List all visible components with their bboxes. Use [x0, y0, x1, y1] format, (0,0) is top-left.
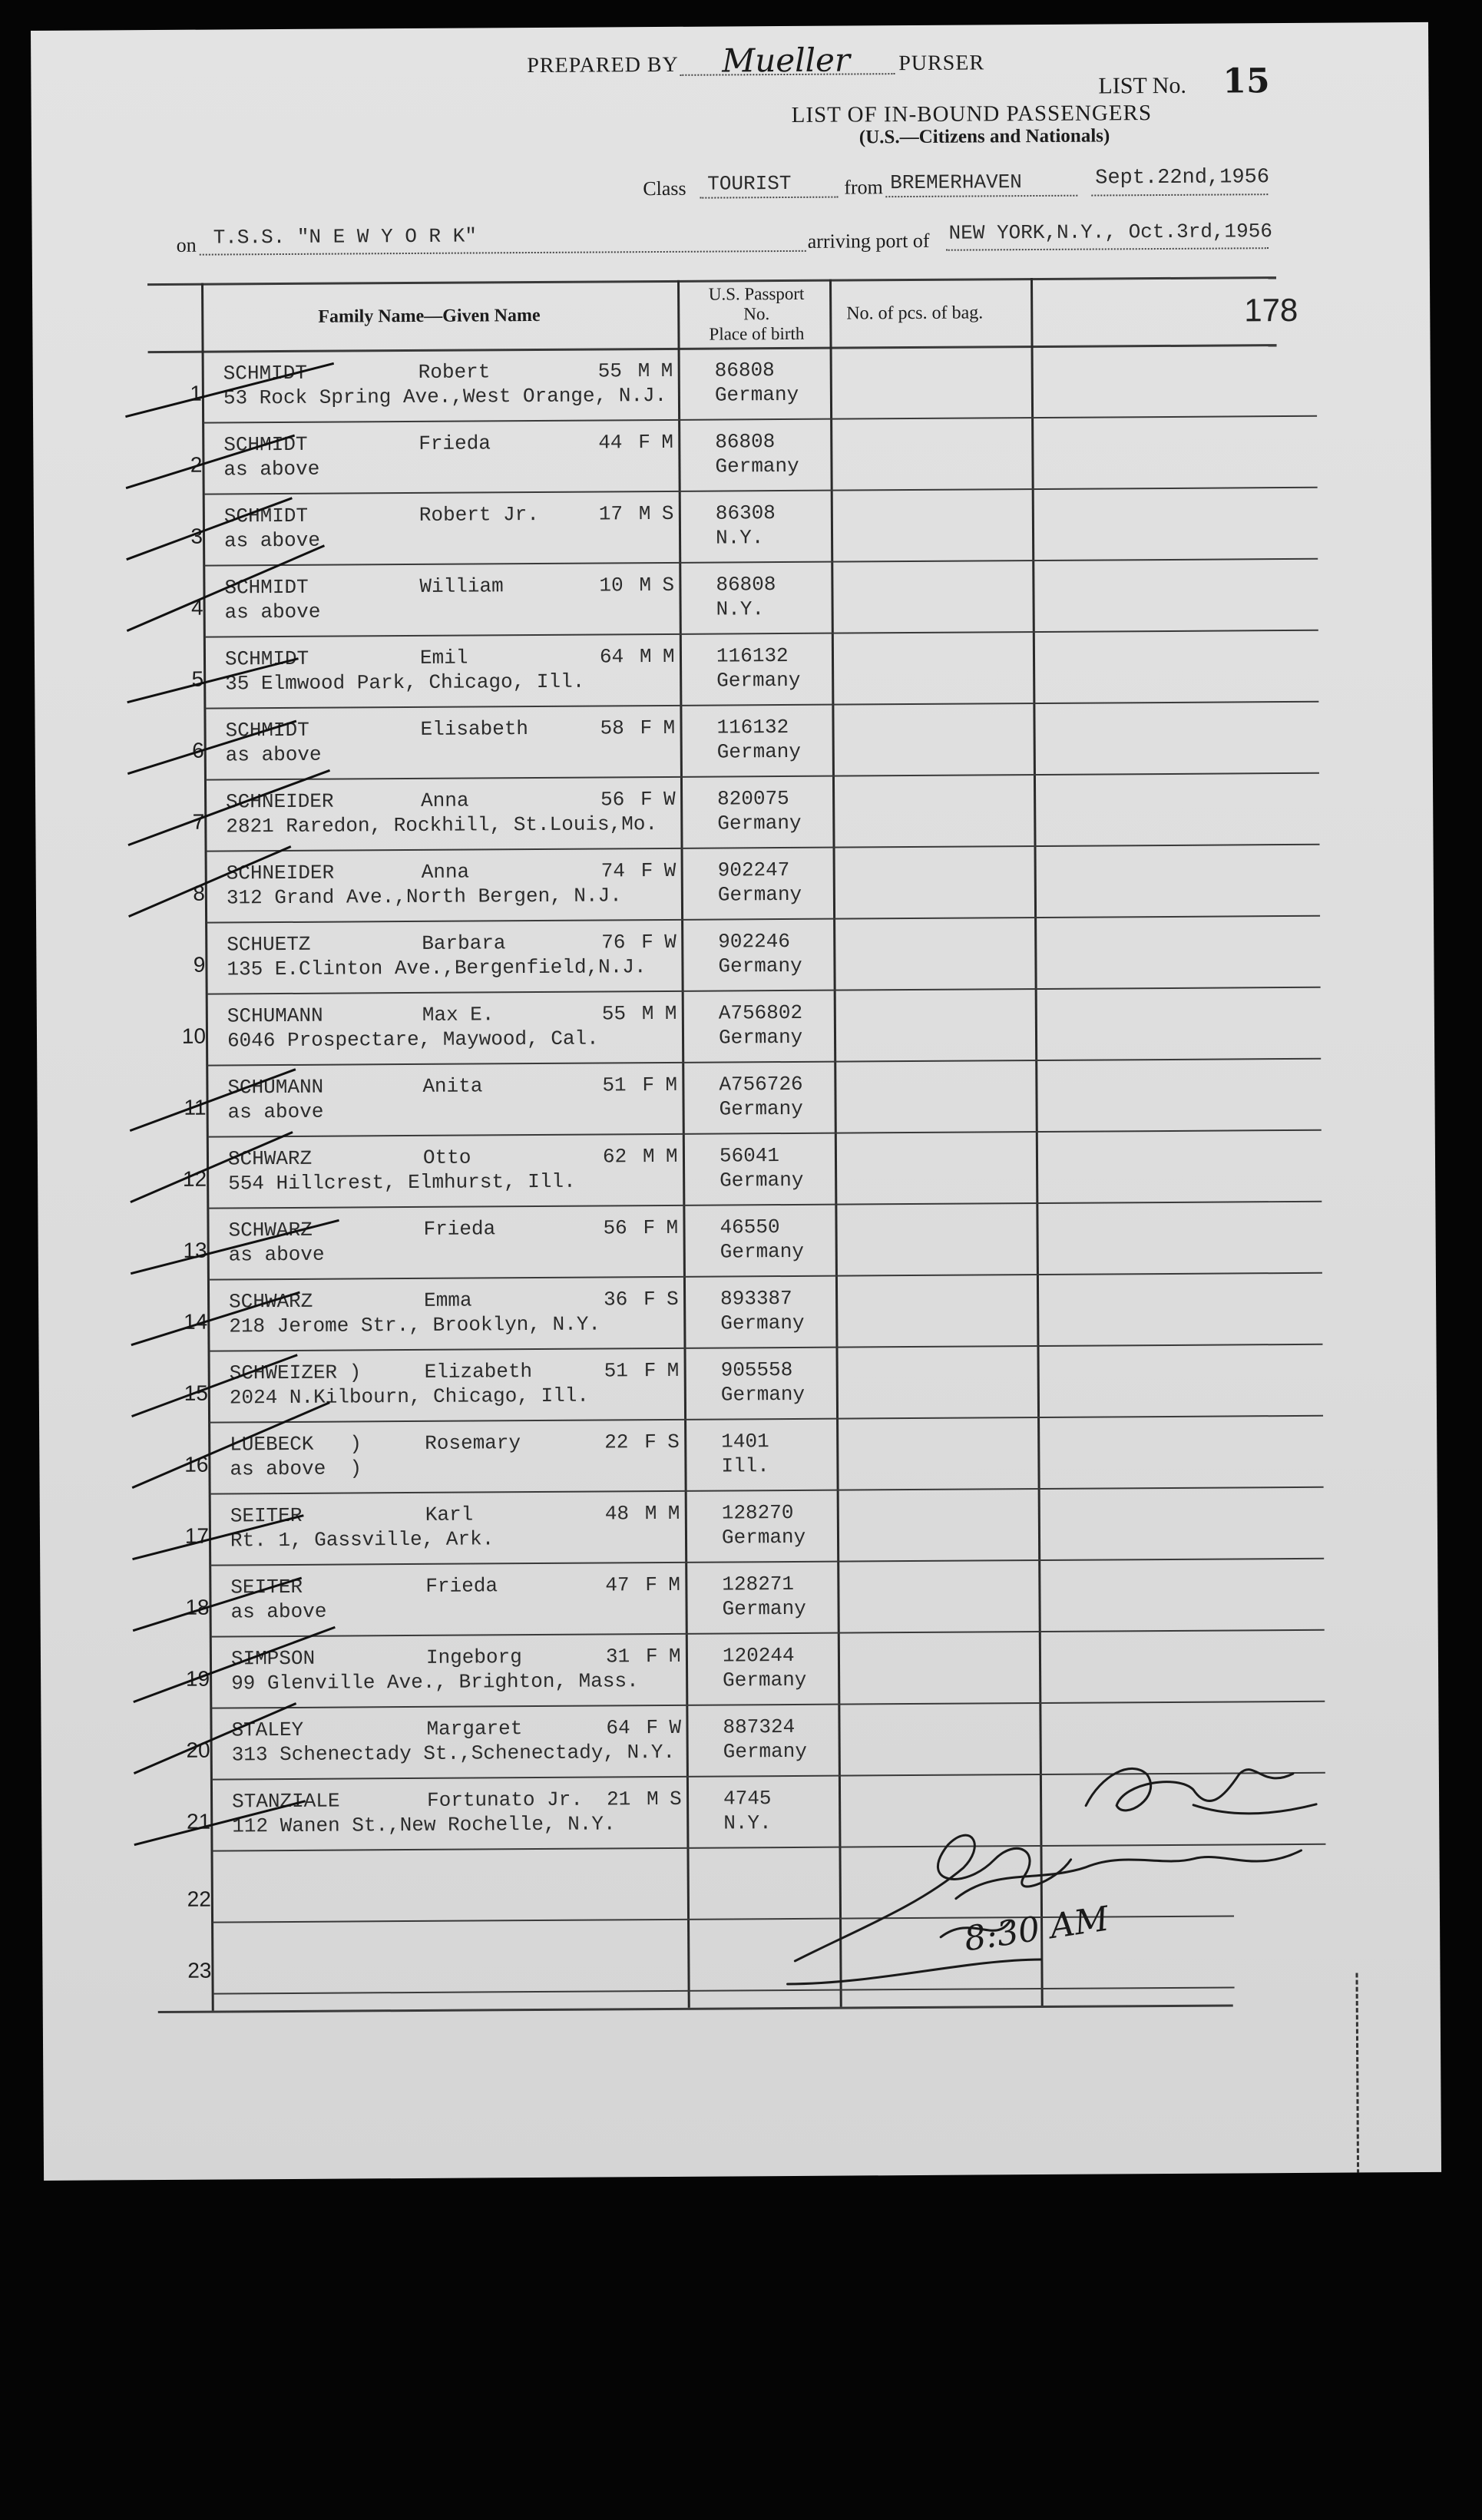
sex: M	[646, 1787, 659, 1811]
given-name: Emma	[424, 1288, 472, 1312]
passport-number: 86808	[714, 359, 775, 382]
sex: M	[639, 645, 652, 669]
address: 312 Grand Ave.,North Bergen, N.J.	[226, 884, 622, 910]
age: 51	[604, 1359, 628, 1383]
given-name: Ingeborg	[425, 1645, 522, 1669]
prepared-by-label: PREPARED BY	[527, 52, 679, 78]
row-number: 4	[190, 595, 203, 620]
address: Rt. 1, Gassville, Ark.	[230, 1527, 495, 1553]
place-of-birth: N.Y.	[723, 1811, 772, 1835]
date-value: Sept.22nd,1956	[1095, 166, 1270, 190]
age: 56	[600, 788, 625, 812]
sex: M	[644, 1502, 657, 1526]
col-header-passport-2: No.	[743, 304, 770, 324]
family-name: SCHMIDT	[224, 575, 309, 600]
address: 554 Hillcrest, Elmhurst, Ill.	[228, 1169, 576, 1196]
family-name: SCHWEIZER )	[229, 1361, 362, 1385]
sex: F	[640, 859, 653, 883]
sex: F	[640, 788, 653, 812]
place-of-birth: Germany	[720, 1382, 806, 1407]
age: 22	[604, 1430, 629, 1454]
row-number: 16	[184, 1452, 209, 1477]
row-number: 10	[181, 1024, 207, 1048]
page-number: 178	[1244, 291, 1298, 329]
passport-number: 116132	[716, 715, 789, 739]
address: as above	[224, 600, 321, 624]
sex: M	[642, 1145, 655, 1169]
age: 51	[602, 1073, 627, 1097]
row-rule	[210, 1558, 1324, 1566]
family-name: STANZIALE	[232, 1789, 340, 1814]
col-header-passport-3: Place of birth	[709, 323, 805, 344]
list-no-value: 15	[1222, 61, 1270, 101]
sex: M	[639, 574, 652, 597]
place-of-birth: Germany	[723, 1739, 808, 1764]
passport-number: 86308	[715, 501, 776, 525]
place-of-birth: N.Y.	[716, 597, 765, 621]
given-name: Robert Jr.	[418, 502, 539, 527]
row-rule	[210, 1487, 1324, 1495]
marital-status: M	[663, 716, 676, 739]
place-of-birth: Germany	[716, 668, 801, 693]
ship-line	[200, 250, 806, 256]
age: 55	[601, 1002, 627, 1026]
marital-status: M	[661, 430, 673, 454]
sex: F	[640, 716, 653, 740]
passport-number: 905558	[720, 1358, 793, 1382]
address: 2821 Raredon, Rockhill, St.Louis,Mo.	[226, 812, 658, 838]
address: as above	[225, 742, 322, 767]
family-name: SCHMIDT	[225, 718, 309, 742]
family-name: SCHMIDT	[223, 504, 309, 528]
officer-signatures	[763, 1728, 1349, 2054]
given-name: Margaret	[426, 1717, 523, 1741]
family-name: SCHUETZ	[227, 932, 311, 957]
col-header-passport-1: U.S. Passport	[708, 283, 805, 304]
row-rule	[205, 630, 1318, 638]
marital-status: M	[665, 1144, 678, 1168]
row-number: 17	[184, 1523, 210, 1548]
row-number: 1	[190, 381, 202, 405]
given-name: Robert	[418, 360, 491, 384]
sex: F	[643, 1359, 657, 1383]
sex: M	[637, 359, 650, 383]
row-number: 15	[184, 1381, 208, 1405]
row-number: 18	[185, 1595, 210, 1619]
row-rule	[207, 1058, 1321, 1067]
place-of-birth: Germany	[718, 954, 802, 978]
marital-status: M	[665, 1073, 678, 1096]
row-number: 11	[184, 1095, 207, 1119]
row-rule	[210, 1344, 1323, 1352]
row-number: 19	[185, 1666, 210, 1691]
row-number: 14	[184, 1309, 208, 1334]
row-rule	[203, 415, 1317, 424]
class-line	[700, 197, 838, 199]
address: 112 Wanen St.,New Rochelle, N.Y.	[232, 1812, 616, 1838]
prepared-by-signature: Mueller	[722, 41, 851, 80]
sex: F	[643, 1288, 656, 1311]
passport-number: A756726	[719, 1072, 803, 1096]
list-subtitle: (U.S.—Citizens and Nationals)	[858, 125, 1110, 148]
row-rule	[208, 1129, 1322, 1138]
place-of-birth: Germany	[716, 739, 802, 764]
passport-number: 902247	[717, 858, 790, 882]
given-name: Frieda	[425, 1574, 498, 1598]
age: 48	[604, 1502, 630, 1526]
col-divider-name	[677, 280, 690, 2008]
on-label: on	[176, 233, 197, 256]
family-name: SCHWARZ	[227, 1146, 313, 1171]
passport-number: 1401	[721, 1430, 769, 1453]
list-title: LIST OF IN-BOUND PASSENGERS	[791, 101, 1153, 127]
row-rule	[210, 1415, 1323, 1424]
marital-status: M	[668, 1644, 681, 1668]
address: as above	[227, 1100, 324, 1124]
family-name: SCHNEIDER	[226, 861, 335, 885]
passport-number: 4745	[723, 1787, 772, 1811]
row-number: 23	[187, 1958, 212, 1983]
row-number: 8	[193, 881, 205, 905]
sex: F	[646, 1716, 659, 1740]
edge-mark	[1355, 1973, 1359, 2180]
sex: F	[644, 1430, 657, 1454]
place-of-birth: Germany	[723, 1668, 807, 1692]
sex: F	[642, 1073, 655, 1097]
sex: F	[643, 1216, 656, 1240]
marital-status: S	[662, 573, 675, 597]
row-rule	[207, 987, 1321, 995]
from-value: BREMERHAVEN	[890, 170, 1022, 195]
family-name: SCHNEIDER	[226, 789, 334, 814]
marital-status: M	[660, 359, 673, 382]
given-name: Barbara	[422, 931, 506, 955]
given-name: Frieda	[418, 432, 491, 455]
marital-status: W	[669, 1715, 682, 1739]
row-number: 20	[186, 1738, 210, 1762]
given-name: Karl	[425, 1503, 474, 1526]
passport-number: 887324	[723, 1715, 796, 1739]
given-name: Fortunato Jr.	[426, 1787, 584, 1812]
row-number: 12	[182, 1166, 207, 1191]
row-rule	[208, 1201, 1322, 1209]
sex: M	[638, 502, 651, 526]
given-name: Rosemary	[425, 1431, 521, 1455]
marital-status: M	[662, 644, 675, 668]
given-name: Anna	[421, 789, 469, 812]
place-of-birth: Germany	[722, 1596, 806, 1621]
marital-status: W	[663, 787, 676, 811]
passport-number: 893387	[720, 1286, 792, 1311]
row-rule	[204, 558, 1318, 567]
row-number: 2	[190, 452, 203, 477]
sex: F	[645, 1573, 658, 1597]
ship-value: T.S.S. "N E W Y O R K"	[213, 224, 478, 250]
address: as above	[228, 1242, 325, 1267]
given-name: Emil	[419, 646, 468, 670]
place-of-birth: Germany	[719, 1239, 805, 1264]
marital-status: W	[663, 858, 676, 882]
passport-number: 116132	[716, 643, 789, 668]
address: 313 Schenectady St.,Schenectady, N.Y.	[231, 1740, 676, 1767]
address: 2024 N.Kilbourn, Chicago, Ill.	[229, 1384, 590, 1410]
age: 58	[600, 716, 624, 740]
sex: F	[645, 1645, 658, 1668]
age: 55	[597, 359, 623, 383]
family-name: STALEY	[231, 1718, 304, 1742]
time-note: 8:30 AM	[961, 1899, 1112, 1959]
marital-status: M	[664, 1001, 677, 1025]
marital-status: S	[661, 501, 674, 525]
age: 36	[604, 1288, 628, 1311]
place-of-birth: Germany	[715, 454, 799, 478]
age: 31	[605, 1645, 630, 1668]
manifest-page	[31, 22, 1441, 2181]
place-of-birth: N.Y.	[715, 526, 764, 550]
given-name: Anna	[421, 860, 470, 884]
age: 64	[599, 645, 624, 669]
row-number: 13	[183, 1238, 207, 1262]
marital-status: M	[668, 1573, 681, 1596]
sex: F	[641, 931, 653, 954]
place-of-birth: Germany	[719, 1168, 804, 1192]
passport-number: 820075	[717, 786, 789, 811]
passport-number: 120244	[722, 1643, 795, 1668]
marital-status: W	[664, 930, 676, 954]
col-header-name: Family Name—Given Name	[318, 305, 541, 327]
family-name: SIMPSON	[230, 1646, 316, 1671]
age: 74	[600, 859, 626, 883]
family-name: SEITER	[230, 1575, 303, 1599]
row-number: 6	[192, 738, 204, 762]
marital-status: M	[667, 1358, 680, 1382]
row-rule	[211, 1701, 1325, 1709]
passport-number: 902246	[718, 929, 790, 954]
row-number: 3	[190, 524, 203, 548]
marital-status: S	[667, 1430, 680, 1453]
family-name: SCHWARZ	[228, 1218, 313, 1242]
given-name: Max E.	[422, 1003, 495, 1027]
marital-status: M	[667, 1501, 680, 1525]
date-line	[1091, 193, 1268, 196]
arriving-line	[946, 247, 1269, 251]
marital-status: M	[666, 1215, 679, 1239]
place-of-birth: Germany	[717, 811, 802, 835]
row-number: 22	[187, 1887, 211, 1911]
place-of-birth: Germany	[720, 1311, 805, 1335]
family-name: SCHUMANN	[227, 1075, 324, 1100]
passport-number: A756802	[718, 1000, 803, 1025]
age: 62	[602, 1145, 627, 1169]
row-rule	[207, 915, 1320, 924]
passport-number: 56041	[719, 1144, 780, 1168]
row-rule	[207, 844, 1320, 852]
passport-number: 128271	[722, 1572, 795, 1596]
class-value: TOURIST	[707, 171, 792, 196]
place-of-birth: Germany	[714, 382, 799, 407]
marital-status: S	[669, 1787, 682, 1811]
marital-status: S	[667, 1287, 679, 1311]
passport-number: 86808	[716, 573, 776, 597]
row-rule	[211, 1629, 1325, 1638]
row-number: 7	[192, 809, 205, 834]
place-of-birth: Germany	[719, 1096, 803, 1121]
row-rule	[209, 1272, 1322, 1281]
family-name: SCHUMANN	[227, 1004, 323, 1028]
address: 218 Jerome Str., Brooklyn, N.Y.	[229, 1312, 601, 1338]
age: 76	[601, 931, 626, 954]
row-rule	[205, 701, 1318, 709]
family-name: SCHMIDT	[224, 647, 309, 671]
given-name: Anita	[422, 1074, 483, 1098]
row-number: 5	[191, 666, 204, 691]
given-name: Otto	[422, 1146, 471, 1169]
sex: M	[641, 1002, 654, 1026]
passport-number: 128270	[721, 1500, 794, 1525]
passport-number: 86808	[715, 430, 776, 454]
given-name: Elizabeth	[424, 1360, 533, 1384]
row-rule	[204, 487, 1318, 495]
given-name: William	[419, 574, 504, 598]
from-label: from	[844, 176, 883, 199]
family-name: SEITER	[230, 1503, 303, 1528]
age: 56	[603, 1216, 627, 1240]
row-rule	[206, 772, 1319, 781]
purser-label: PURSER	[898, 51, 985, 76]
age: 21	[606, 1787, 631, 1811]
passport-number: 46550	[719, 1215, 780, 1239]
col-header-bags: No. of pcs. of bag.	[846, 303, 984, 324]
arriving-label: arriving port of	[807, 229, 930, 253]
age: 64	[606, 1716, 630, 1740]
address: 135 E.Clinton Ave.,Bergenfield,N.J.	[227, 955, 647, 981]
family-name: SCHMIDT	[223, 361, 308, 385]
address: as above )	[230, 1457, 362, 1481]
family-name: LUEBECK )	[230, 1432, 362, 1457]
family-name: SCHWARZ	[229, 1289, 313, 1314]
address: as above	[230, 1599, 327, 1624]
place-of-birth: Germany	[717, 882, 802, 907]
age: 44	[598, 431, 623, 455]
place-of-birth: Germany	[718, 1025, 803, 1050]
address: 99 Glenville Ave., Brighton, Mass.	[231, 1669, 639, 1695]
place-of-birth: Ill.	[721, 1454, 769, 1478]
family-name: SCHMIDT	[223, 432, 308, 457]
sex: F	[638, 431, 650, 455]
list-no-label: LIST No.	[1098, 72, 1187, 99]
table-header-border	[148, 344, 1277, 353]
given-name: Elisabeth	[420, 717, 529, 741]
address: 35 Elmwood Park, Chicago, Ill.	[225, 670, 585, 696]
class-label: Class	[643, 177, 686, 200]
age: 10	[599, 574, 624, 597]
row-number: 21	[187, 1809, 211, 1834]
address: as above	[223, 457, 320, 481]
address: as above	[223, 528, 320, 553]
from-line	[885, 195, 1077, 198]
given-name: Frieda	[423, 1217, 496, 1241]
address: 53 Rock Spring Ave.,West Orange, N.J.	[223, 383, 667, 410]
arriving-value: NEW YORK,N.Y., Oct.3rd,1956	[948, 220, 1272, 245]
address: 6046 Prospectare, Maywood, Cal.	[227, 1027, 599, 1053]
row-number: 9	[193, 952, 206, 977]
place-of-birth: Germany	[721, 1525, 806, 1549]
age: 47	[605, 1573, 630, 1597]
age: 17	[598, 502, 624, 526]
